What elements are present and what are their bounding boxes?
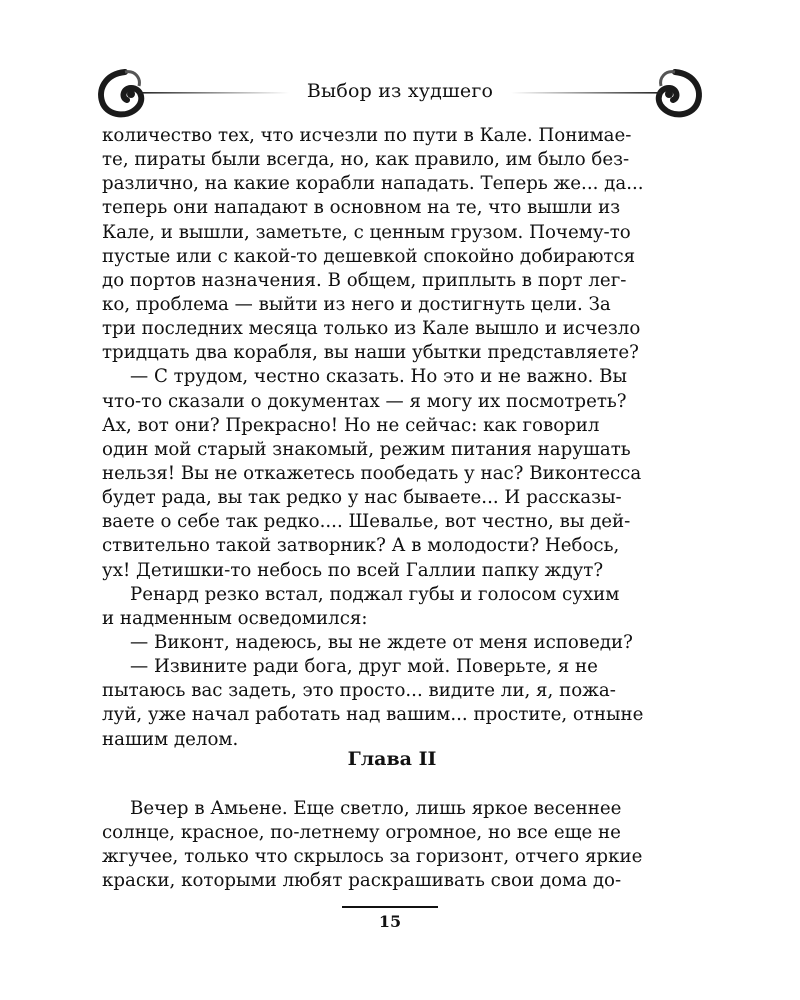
text-line: те, пираты были всегда, но, как правило, им было без- [102,149,630,171]
text-line: луй, уже начал работать над вашим... простите, отныне [102,704,644,726]
text-line: жгучее, только что скрылось за горизонт, отчего яркие [102,846,643,868]
text-line: три последних месяца только из Кале вышло и исчезло [102,318,641,340]
text-line: и надменным осведомился: [102,607,368,629]
text-line: ваете о себе так редко.... Шевалье, вот честно, вы дей- [102,511,631,533]
chapter-heading: Глава II [347,748,437,770]
page-number: 15 [378,912,402,931]
chapter-text [102,797,682,894]
text-line: пустые или с какой-то дешевкой спокойно добираются [102,245,636,267]
text-line: ко, проблема — выйти из него и достигнуть цели. За [102,293,611,315]
text-line: теперь они нападают в основном на те, что вышли из [102,197,621,219]
footer-rule [342,906,438,908]
text-line: будет рада, вы так редко у нас бываете... И рассказы- [102,487,622,509]
body-text [102,124,682,752]
running-header [95,62,705,122]
text-line: — Извините ради бога, друг мой. Поверьте, я не [130,656,598,678]
text-line: различно, на какие корабли нападать. Теперь же... да... [102,173,644,195]
running-title: Выбор из худшего [306,80,494,102]
text-line: — С трудом, честно сказать. Но это и не важно. Вы [130,366,627,388]
text-line: ствительно такой затворник? А в молодости? Небось, [102,535,620,557]
text-line: пытаюсь вас задеть, это просто... видите ли, я, пожа- [102,680,616,702]
text-line: Вечер в Амьене. Еще светло, лишь яркое весеннее [130,798,622,819]
text-line: нашим делом. [102,728,239,750]
text-line: ух! Детишки-то небось по всей Галлии папку ждут? [102,559,604,581]
text-line: Ренард резко встал, поджал губы и голосом сухим [130,583,620,605]
text-line: солнце, красное, по-летнему огромное, но все еще не [102,822,621,844]
text-line: нельзя! Вы не откажетесь пообедать у нас? Виконтесса [102,462,642,484]
text-line: что-то сказали о документах — я могу их посмотреть? [102,390,627,412]
text-line: до портов назначения. В общем, приплыть в порт лег- [102,269,627,291]
text-line: количество тех, что исчезли по пути в Кале. Понимае- [102,125,632,146]
text-line: Кале, и вышли, заметьте, с ценным грузом. Почему-то [102,221,631,243]
text-line: краски, которыми любят раскрашивать свои дома до- [102,870,622,892]
text-line: — Виконт, надеюсь, вы не ждете от меня исповеди? [130,631,633,653]
swirl-ornament-right-icon [505,62,705,122]
text-line: один мой старый знакомый, режим питания нарушать [102,438,631,460]
text-line: тридцать два корабля, вы наши убытки представляете? [102,342,639,364]
text-line: Ах, вот они? Прекрасно! Но не сейчас: как говорил [102,414,600,436]
